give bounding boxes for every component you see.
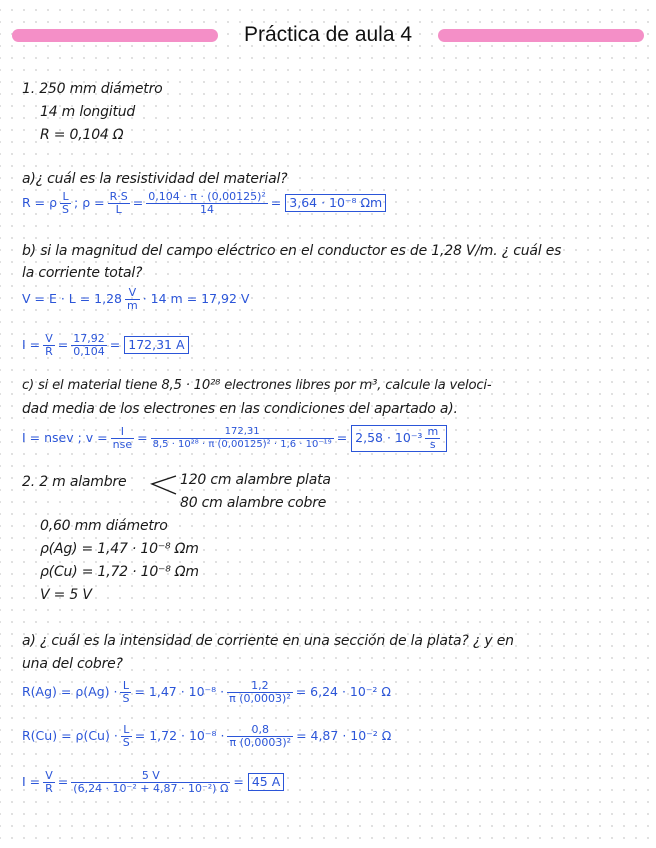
p2-branch-1: 120 cm alambre plata [180, 472, 331, 488]
qa-equation [22, 191, 386, 216]
qc-start: I = nsev ; v = [22, 430, 108, 445]
qa2-rcu-end: = 4,87 · 10⁻² Ω [296, 728, 392, 743]
qc-frac-1: $\frac{I}{\text{nse}}$ [112, 425, 133, 451]
qc-frac-2: $\frac{172,31}{\text{8,5 · 10²⁸ · π (0,00125)² · 1,6 · 10⁻¹⁹}}$ [152, 426, 332, 450]
qa2-i-eq: = [57, 774, 69, 789]
p1-line-3: R = 0,104 Ω [40, 127, 124, 143]
qa2-rag-frac-2: $\frac{1,2}{\text{π (0,0003)²}}$ [229, 679, 291, 705]
qa-frac-3: $\frac{\text{0,104 · π · (0,00125)²}}{14}$ [148, 190, 266, 216]
qa2-rag-mid: = 1,47 · 10⁻⁸ · [134, 684, 225, 699]
qb-i-eq2: = [109, 337, 121, 352]
qb-result-box: 172,31 A [124, 336, 188, 354]
qb-question-1: b) si la magnitud del campo eléctrico en el conductor es de 1,28 V/m. ¿ cuál es [22, 243, 562, 259]
qa2-rag-end: = 6,24 · 10⁻² Ω [295, 684, 391, 699]
p2-line-3: ρ(Ag) = 1,47 · 10⁻⁸ Ωm [40, 541, 199, 557]
header [8, 20, 648, 50]
qa-frac-2: $\frac{R\cdot S}{L}$ [109, 190, 128, 216]
page-title: Práctica de aula 4 [243, 23, 413, 46]
qc-velocity-eq [22, 425, 447, 452]
qa2-rag-eq [22, 680, 391, 705]
qa-eq2: = [270, 195, 282, 210]
qb-i-frac-1: $\frac{V}{R}$ [45, 332, 53, 358]
qa2-question-1: a) ¿ cuál es la intensidad de corriente en una sección de la plata? ¿ y en [22, 633, 514, 649]
qa-question: a)¿ cuál es la resistividad del material? [22, 171, 288, 187]
p1-line-2: 14 m longitud [40, 104, 136, 120]
qc-question-1: c) si el material tiene 8,5 · 10²⁸ electrones libres por m³, calcule la veloci- [22, 378, 492, 393]
p2-line-2: 0,60 mm diámetro [40, 518, 168, 534]
qa-eq: = [132, 195, 144, 210]
qb-voltage-eq [22, 287, 249, 312]
branch-bracket-icon [148, 472, 178, 498]
p1-line-1: 1. 250 mm diámetro [22, 81, 163, 97]
qb-v-frac: $\frac{V}{m}$ [127, 286, 138, 312]
qa2-current-eq [22, 770, 284, 795]
p2-line-1: 2. 2 m alambre [22, 474, 127, 490]
qb-v-start: V = E · L = 1,28 [22, 291, 123, 306]
qc-result-box [351, 425, 447, 452]
qb-i-eq: = [57, 337, 69, 352]
qb-i-start: I = [22, 337, 41, 352]
qb-current-eq [22, 333, 189, 358]
qa2-rcu-frac-1: $\frac{L}{S}$ [122, 723, 130, 749]
qa2-result-box: 45 A [248, 773, 284, 791]
qa2-rcu-eq [22, 724, 391, 749]
qa2-i-start: I = [22, 774, 41, 789]
qa2-rcu-start: R(Cu) = ρ(Cu) · [22, 728, 118, 743]
qa-mid: ; ρ = [74, 195, 105, 210]
qc-question-2: dad media de los electrones en las condiciones del apartado a). [22, 401, 458, 417]
qc-result-unit: $\frac{m}{s}$ [427, 425, 439, 451]
qa2-rcu-frac-2: $\frac{0,8}{\text{π (0,0003)²}}$ [229, 723, 292, 749]
qc-eq2: = [336, 430, 348, 445]
qa2-rag-start: R(Ag) = ρ(Ag) · [22, 684, 118, 699]
qb-v-end: · 14 m = 17,92 V [142, 291, 250, 306]
qa2-i-eq2: = [233, 774, 244, 789]
qa2-i-frac-1: $\frac{V}{R}$ [45, 769, 53, 795]
qa2-question-2: una del cobre? [22, 656, 123, 672]
qc-result-value: 2,58 · 10⁻³ [355, 430, 423, 445]
qc-eq: = [137, 430, 148, 445]
qb-question-2: la corriente total? [22, 265, 143, 281]
qa-result-box: 3,64 · 10⁻⁸ Ωm [285, 194, 386, 212]
p2-line-4: ρ(Cu) = 1,72 · 10⁻⁸ Ωm [40, 564, 199, 580]
qa-frac-1: $\frac{L}{S}$ [62, 190, 70, 216]
qa-eq-start: R = ρ [22, 195, 58, 210]
qa2-rcu-mid: = 1,72 · 10⁻⁸ · [134, 728, 225, 743]
p2-line-5: V = 5 V [40, 587, 92, 603]
qa2-rag-frac-1: $\frac{L}{S}$ [122, 679, 130, 705]
p2-branch-2: 80 cm alambre cobre [180, 495, 327, 511]
qa2-i-frac-2: $\frac{5 V}{\text{(6,24 · 10⁻² + 4,87 · 10⁻²) Ω}}$ [73, 769, 229, 795]
qb-i-frac-2: $\frac{17,92}{0,104}$ [73, 332, 105, 358]
